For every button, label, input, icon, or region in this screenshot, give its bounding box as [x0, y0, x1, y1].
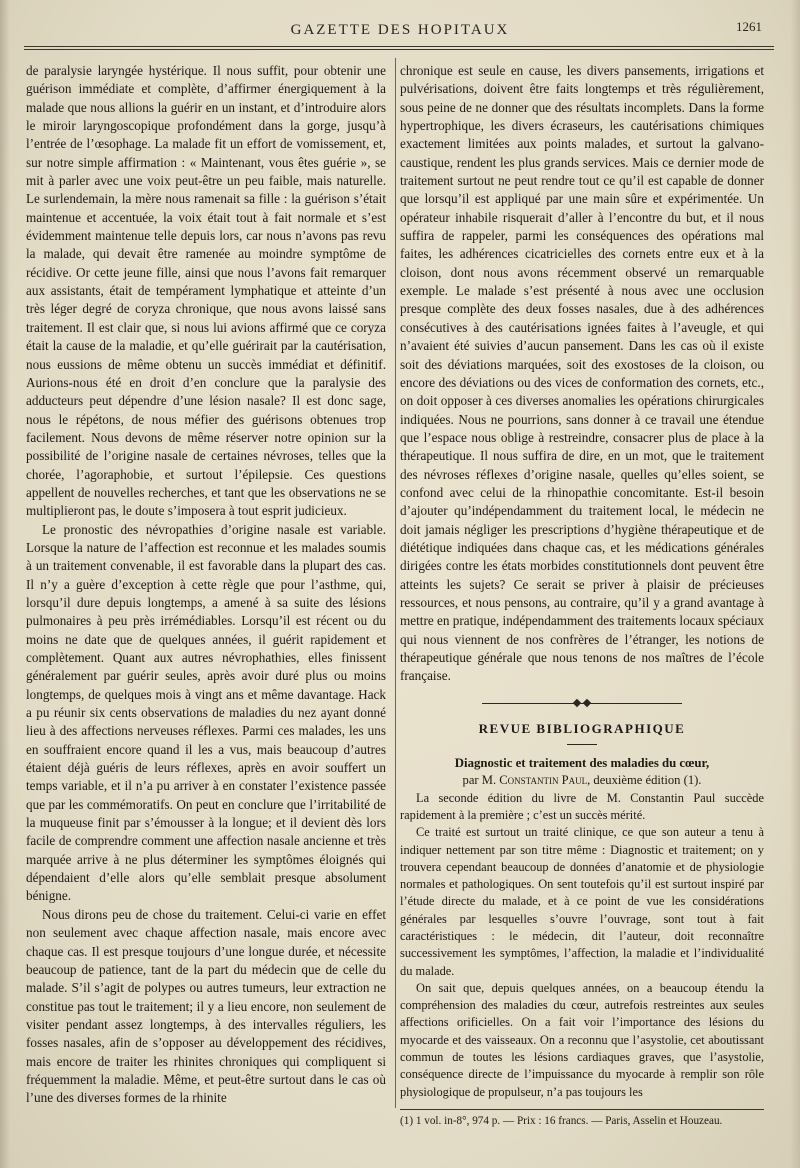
- review-paragraph-3: On sait que, depuis quelques années, on a beaucoup étendu la compréhension des maladies du cœur, autrefois restreintes aux seules affections orificielles. On a fait voir l’importance des lésions du myocarde et des vaisseaux. On a reconnu que l’asystolie, cet aboutissant commun de toutes les lésions cardiaques graves, que l’asystolie, conséquence directe de l’impuissance du myocarde à remplir son rôle physiologique de propulseur, n’a pas toujours les: [400, 980, 764, 1099]
- right-paragraph-1: chronique est seule en cause, les divers pansements, irrigations et pulvérisations, doivent être faits longtemps et très régulièrement, sous peine de ne donner que des résultats incomplets. Dans la forme hypertrophique, les divers écraseurs, les cautérisations chimiques exactement limitées aux points malades, et surtout la galvano-caustique, rendent les plus grands services. Mais ce dernier mode de traitement surtout ne peut rendre tout ce qu’il est capable de donner que lorsqu’il est appliqué par une main sûre et expérimentée. Un opérateur inhabile risquerait d’aller à l’encontre du but, et il nous suffira de rappeler, parmi les conséquences des opérations mal faites, les adhérences cicatricielles des cornets entre eux et à la cloison, dont nous avons récemment observé un remarquable exemple. Le malade s’est présenté à nous avec une occlusion presque complète des deux fosses nasales, due à des adhérences consécutives à des cautérisations ignées faites à l’aveugle, et qui n’avaient été suivies d’aucun pansement. Dans les cas où il existe soit des déviations marquées, soit des exostoses de la cloison, ou encore des déviations ou des vices de conformation des cornets, etc., on doit opposer à ces diverses anomalies les opérations chirurgicales indiquées. Nous ne pourrions, sans donner à ce travail une étendue que l’espace nous oblige à restreindre, consacrer plus de place à la thérapeutique. Il nous suffira de dire, en un mot, que le traitement des névroses réflexes d’origine nasale, quelles qu’elles soient, se confond avec celui de la rhinopathie concomitante. Est-il besoin d’ajouter qu’indépendamment du traitement local, le médecin ne doit jamais négliger les prescriptions d’hygiène thérapeutique et de diététique indiquées dans chaque cas, et les médications générales dirigées contre les états morbides constitutionnels dont peuvent être atteints les sujets? Ce serait se priver à plaisir de précieuses ressources, et nous pensons, au contraire, qu’il y a grand avantage à mettre en pratique, indépendamment des traitements locaux spéciaux qui nous viennent de nos confrères de l’étranger, les notions de thérapeutique générale que nous tenons de nos maîtres de l’école française.: [400, 63, 764, 684]
- book-review: [400, 755, 764, 1128]
- left-paragraph-1: de paralysie laryngée hystérique. Il nous suffit, pour obtenir une guérison immédiate et complète, d’affirmer énergiquement à la malade que nous allions la guérir en un instant, et d’introduire alors le miroir laryngoscopique profondément dans la gorge, jusqu’à l’entrée de l’œsophage. La malade fit un effort de vomissement, et, sur notre simple affirmation : « Maintenant, vous êtes guérie », se mit à parler avec une voix peut-être un peu faible, mais naturelle. Le surlendemain, la mère nous ramenait sa fille : la guérison s’était maintenue et accentuée, la voix était tout à fait normale et s’est évidemment maintenue telle depuis lors, car nous n’avons pas revu la malade, qui devait être ramenée au moindre symptôme de récidive. Or cette jeune fille, ainsi que nous l’avons fait remarquer aux assistants, était de tempérament lymphatique et atteinte d’un très léger degré de coryza chronique, que nous avons laissé sans traitement. Il est clair que, si nous lui avions affirmé que ce coryza était la cause de la maladie, et qu’elle guérirait par la cautérisation, nous eussions de même obtenu un succès immédiat et définitif. Aurions-nous été en droit d’en conclure que la paralysie des adducteurs peut dépendre d’une lésion nasale? Il est donc sage, nous le répétons, de nous méfier des guérisons obtenues trop facilement. Nous devons de même réserver notre opinion sur la possibilité de l’origine nasale de certaines névroses, telles que la chorée, l’agoraphobie, et surtout l’épilepsie. Ces questions appellent de nouvelles recherches, et tant que les observations ne se multiplieront pas, le doute s’imposera à tout esprit judicieux.: [26, 63, 386, 519]
- section-ornament: [482, 700, 682, 708]
- scan-shadow-left: [0, 0, 10, 1168]
- review-paragraph-2: Ce traité est surtout un traité clinique, ce que son auteur a tenu à indiquer nettement par son titre même : Diagnostic et traitement; on y trouvera cependant beaucoup de données d’anatomie et de physiologie normales et pathologiques. On sent toutefois qu’il est surtout inspiré par l’étude directe du malade, et à ce point de vue les considérations générales par lesquelles s’ouvre l’ouvrage, sont tout à fait caractéristiques : le médecin, dit l’auteur, doit reconnaître successivement les symptômes, l’affection, la maladie et l’individualité du malade.: [400, 825, 764, 978]
- review-title: Diagnostic et traitement des maladies du cœur,: [454, 756, 710, 771]
- review-footnote: (1) 1 vol. in-8°, 974 p. — Prix : 16 francs. — Paris, Asselin et Houzeau.: [400, 1114, 723, 1127]
- page-number: 1261: [736, 19, 762, 34]
- scan-shadow-right: [790, 0, 800, 1168]
- section-rule: [567, 744, 597, 745]
- left-paragraph-2: Le pronostic des névropathies d’origine nasale est variable. Lorsque la nature de l’affection est reconnue et les malades soumis à un traitement convenable, il est favorable dans la plupart des cas. Il n’y a guère d’exception à cette règle que pour l’asthme, qui, lorsqu’il dure depuis longtemps, a amené à sa suite des lésions pulmonaires à peu près irrémédiables. Lorsqu’il est récent ou du moins ne date que de quelques années, il guérit rapidement et complètement. Quant aux autres névrophathies, elles finissent généralement par guérir seules, après avoir duré plus ou moins longtemps, de quelques mois à vingt ans et même davantage. Hack a pu réunir six cents observations de maladies du nez ayant donné lieu à des affections nerveuses réflexes. Parmi ces malades, les uns en souffraient encore quand il les a vus, mais beaucoup d’autres étaient déjà guéris de leurs réflexes, après en avoir souffert un temps variable, et il n’a pu arriver à en constater l’existence passée que par les commémoratifs. On peut en conclure que l’irritabilité de la muqueuse finit par s’émousser à la longue; et il devient dès lors facile de comprendre comment une affection nasale ancienne et très marquée arrive à ne plus déterminer les symptômes éloignés qui dépendaient d’elle alors qu’elle semblait presque absolument bénigne.: [26, 521, 386, 904]
- left-column: [26, 62, 386, 1108]
- footnote-rule: [400, 1109, 764, 1110]
- review-author-suffix: , deuxième édition (1).: [587, 773, 702, 788]
- header-rule: [24, 46, 774, 50]
- right-column: [400, 62, 764, 1128]
- review-author-name: Constantin Paul: [499, 773, 588, 788]
- page-header-title: GAZETTE DES HOPITAUX: [290, 22, 510, 38]
- section-heading: REVUE BIBLIOGRAPHIQUE: [478, 720, 686, 736]
- column-divider: [395, 58, 396, 1108]
- review-paragraph-1: La seconde édition du livre de M. Constantin Paul succède rapidement à la première ; c’est un succès mérité.: [400, 790, 764, 822]
- review-author: [400, 772, 764, 789]
- left-paragraph-3: Nous dirons peu de chose du traitement. Celui-ci varie en effet non seulement avec chaque affection nasale, mais encore avec chaque cas. Il est presque toujours d’une longue durée, et nécessite beaucoup de patience, tant de la part du médecin que de celle du malade. S’il s’agit de polypes ou autres tumeurs, leur extraction ne constitue pas tout le traitement; il y a lieu encore, non seulement de visiter pendant assez longtemps, à des intervalles réguliers, les fosses nasales, afin de s’opposer au développement des récidives, mais encore de traiter les rhinites chroniques qui compliquent si fréquemment la maladie. Même, et peut-être surtout dans le cas où l’une des diverses formes de la rhinite: [26, 906, 386, 1106]
- review-author-prefix: par M.: [462, 773, 497, 788]
